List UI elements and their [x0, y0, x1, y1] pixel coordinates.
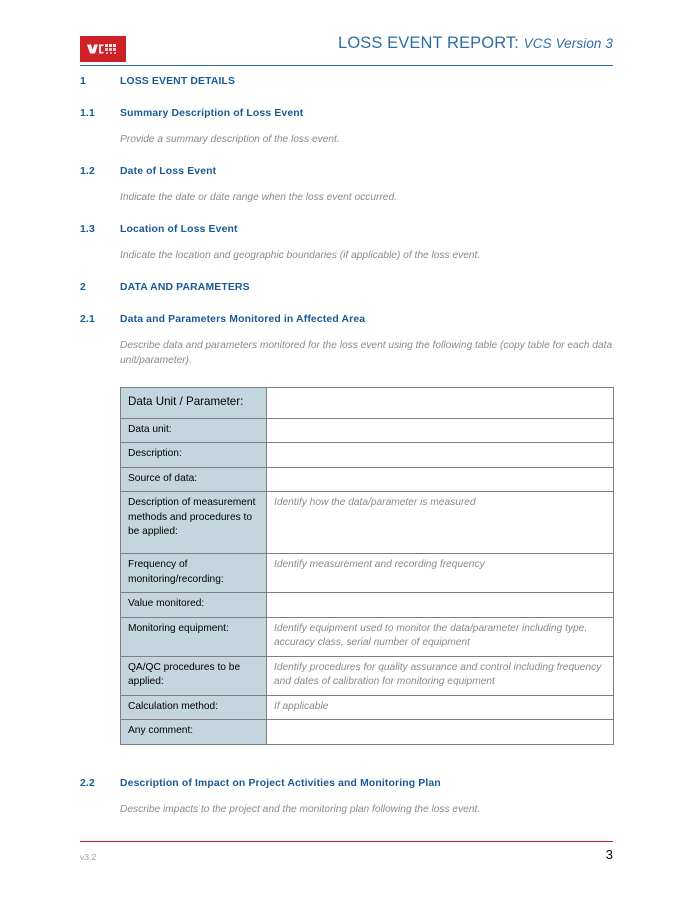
heading-1-text: LOSS EVENT DETAILS — [120, 76, 236, 87]
heading-2-1-text: Data and Parameters Monitored in Affected Area — [120, 314, 366, 326]
heading-1-2-number: 1.2 — [80, 166, 95, 178]
table-cell-value[interactable]: Identify equipment used to monitor the data/parameter including type, accuracy class, serial number of equipment — [267, 617, 614, 656]
page-header — [80, 34, 613, 68]
table-row — [121, 695, 614, 719]
heading-2-number: 2 — [80, 282, 86, 294]
vcs-logo-icon — [80, 36, 126, 62]
table-cell-value[interactable] — [267, 720, 614, 744]
footer-row — [80, 842, 613, 862]
heading-1-1-number: 1.1 — [80, 108, 95, 119]
heading-2 — [80, 282, 613, 293]
table-row — [121, 554, 614, 593]
table-cell-label: Data Unit / Parameter: — [121, 388, 267, 418]
heading-2-1 — [80, 314, 613, 325]
table-cell-value[interactable]: Identify measurement and recording frequency — [267, 554, 614, 593]
table-cell-label: Monitoring equipment: — [121, 617, 267, 656]
heading-1-number: 1 — [80, 76, 86, 87]
table-row — [121, 720, 614, 744]
table-cell-label: Calculation method: — [121, 695, 267, 719]
table-row — [121, 388, 614, 418]
table-cell-value[interactable] — [267, 418, 614, 442]
table-row — [121, 467, 614, 491]
table-cell-value[interactable] — [267, 467, 614, 491]
heading-2-2 — [80, 778, 613, 789]
report-title — [338, 34, 613, 53]
heading-1-2 — [80, 166, 613, 177]
heading-1-3-text: Location of Loss Event — [120, 224, 238, 236]
report-title-version: VCS Version 3 — [523, 36, 613, 51]
table-row — [121, 593, 614, 617]
table-cell-label: Any comment: — [121, 720, 267, 744]
table-cell-label: Source of data: — [121, 467, 267, 491]
table-cell-value[interactable]: Identify procedures for quality assurance and control including frequency and dates of calibration for monitoring equipment — [267, 656, 614, 695]
instruction-1-1: Provide a summary description of the loss event. — [120, 134, 340, 145]
heading-1-1 — [80, 108, 613, 119]
table-cell-label: Description: — [121, 443, 267, 467]
heading-2-1-number: 2.1 — [80, 314, 95, 326]
document-body — [80, 76, 613, 817]
report-title-main: LOSS EVENT REPORT — [338, 34, 515, 52]
heading-1-3 — [80, 224, 613, 235]
table-cell-label: Description of measurement methods and procedures to be applied: — [121, 492, 267, 554]
instruction-2-2: Describe impacts to the project and the monitoring plan following the loss event. — [120, 803, 481, 815]
table-cell-value[interactable] — [267, 443, 614, 467]
table-cell-value[interactable]: If applicable — [267, 695, 614, 719]
footer-version-label: v3.2 — [80, 852, 97, 862]
report-title-separator: : — [514, 34, 519, 52]
instruction-2-1: Describe data and parameters monitored for the loss event using the following table (copy table for each data unit/parameter). — [120, 340, 613, 367]
table-cell-label: QA/QC procedures to be applied: — [121, 656, 267, 695]
heading-2-2-text: Description of Impact on Project Activities and Monitoring Plan — [120, 777, 441, 789]
table-cell-label: Data unit: — [121, 418, 267, 442]
table-row — [121, 617, 614, 656]
table-cell-label: Frequency of monitoring/recording: — [121, 554, 267, 593]
heading-2-2-number: 2.2 — [80, 777, 95, 789]
header-divider — [80, 65, 613, 66]
table-cell-value[interactable] — [267, 388, 614, 418]
heading-1-3-number: 1.3 — [80, 224, 95, 236]
table-row — [121, 656, 614, 695]
data-parameter-table — [120, 387, 614, 744]
footer-page-number: 3 — [605, 847, 613, 862]
heading-1-2-text: Date of Loss Event — [120, 166, 217, 178]
table-cell-value[interactable] — [267, 593, 614, 617]
table-cell-label: Value monitored: — [121, 593, 267, 617]
vcs-logo-mark — [86, 42, 120, 57]
heading-2-text: DATA AND PARAMETERS — [120, 282, 250, 294]
heading-1-1-text: Summary Description of Loss Event — [120, 108, 304, 119]
instruction-1-2: Indicate the date or date range when the loss event occurred. — [120, 192, 397, 204]
table-cell-value[interactable]: Identify how the data/parameter is measured — [267, 492, 614, 554]
data-parameter-table-wrapper — [120, 387, 613, 744]
page-footer — [80, 841, 613, 862]
table-row — [121, 418, 614, 442]
instruction-1-3: Indicate the location and geographic boundaries (if applicable) of the loss event. — [120, 250, 481, 262]
table-row — [121, 492, 614, 554]
heading-1 — [80, 76, 613, 87]
table-row — [121, 443, 614, 467]
